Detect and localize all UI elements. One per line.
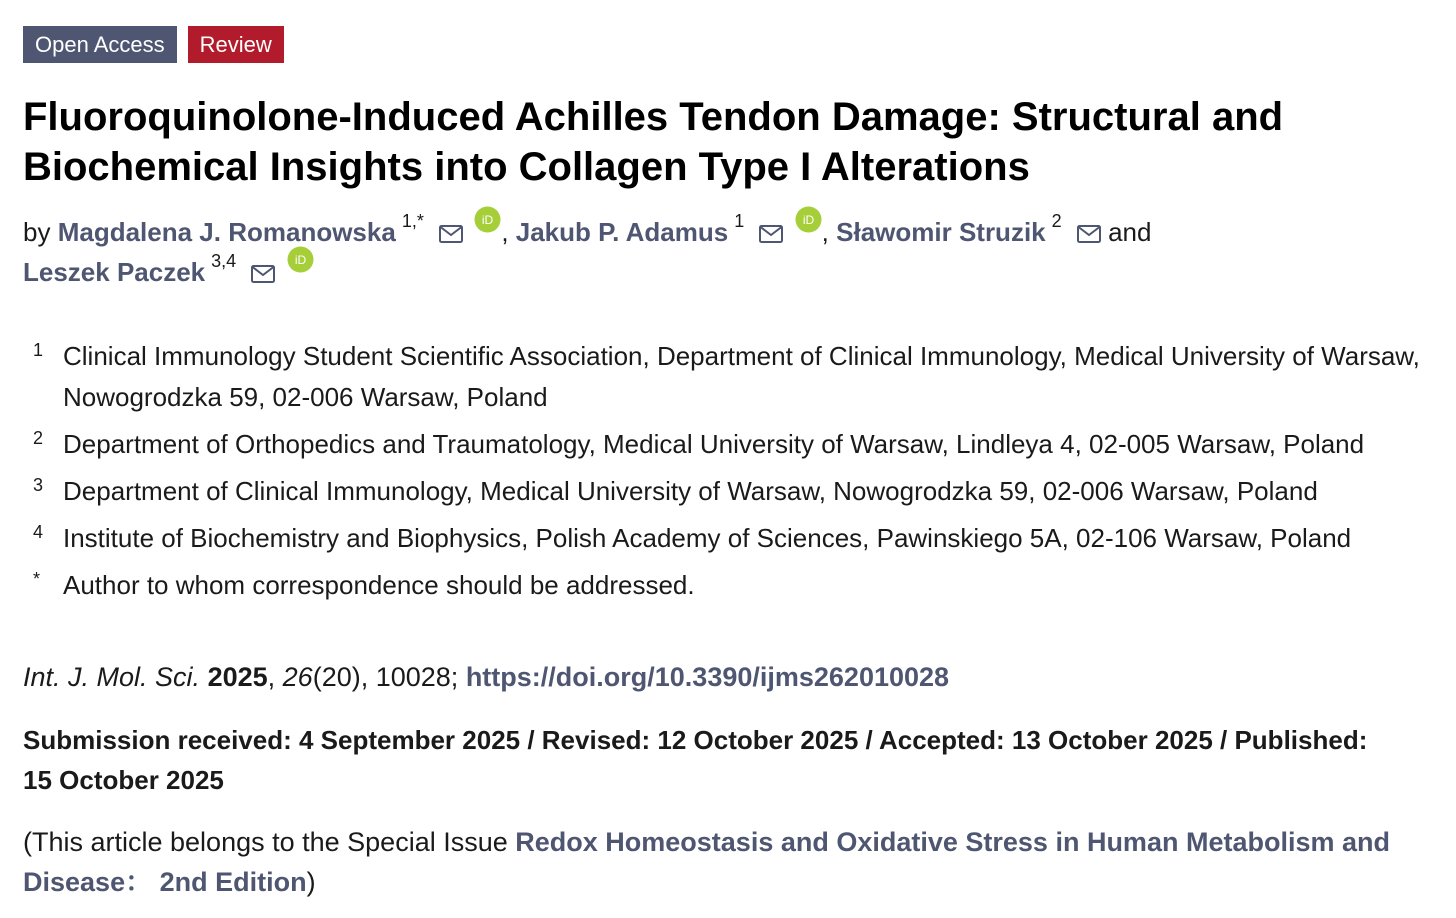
orcid-icon[interactable] — [474, 206, 501, 233]
author-separator: , — [821, 217, 837, 247]
affiliation-number: 4 — [33, 522, 44, 542]
affiliation-item — [33, 424, 1448, 465]
mail-icon[interactable] — [759, 225, 783, 243]
special-issue-suffix: ) — [306, 867, 316, 897]
author-romanowska — [57, 211, 502, 247]
affiliation-text: Department of Clinical Immunology, Medical University of Warsaw, Nowogrodzka 59, 02-006 Warsaw, Poland — [63, 476, 1318, 506]
citation-issue: (20), 10028; — [312, 662, 466, 692]
open-access-badge[interactable]: Open Access — [23, 26, 177, 63]
article-title: Fluoroquinolone-Induced Achilles Tendon Damage: Structural and Biochemical Insights into Collagen Type I Alterations — [23, 95, 1284, 189]
orcid-icon[interactable] — [287, 246, 314, 273]
special-issue-prefix: (This article belongs to the Special Issue — [23, 827, 516, 857]
special-issue-link[interactable]: Redox Homeostasis and Oxidative Stress in Human Metabolism and Disease： 2nd Edition — [23, 827, 1390, 897]
special-issue-note — [23, 822, 1433, 902]
affiliation-number: * — [33, 569, 41, 589]
author-name-link[interactable]: Sławomir Struzik — [836, 217, 1046, 247]
author-paczek — [23, 251, 314, 287]
affiliation-text: Institute of Biochemistry and Biophysics, Polish Academy of Sciences, Pawinskiego 5A, 02-106 Warsaw, Poland — [63, 523, 1352, 553]
affiliation-number: 3 — [33, 475, 44, 495]
review-badge[interactable]: Review — [188, 26, 284, 63]
author-name-link[interactable]: Jakub P. Adamus — [515, 217, 729, 247]
journal-name: Int. J. Mol. Sci. — [23, 662, 201, 692]
author-separator: , — [501, 217, 516, 247]
author-name-link[interactable]: Magdalena J. Romanowska — [57, 217, 396, 247]
article-badges — [23, 26, 284, 63]
mail-icon[interactable] — [1077, 225, 1101, 243]
mail-icon[interactable] — [251, 265, 275, 283]
affiliation-number: 1 — [33, 340, 44, 360]
author-affiliation-marker: 1 — [734, 211, 745, 231]
affiliation-number: 2 — [33, 428, 44, 448]
author-affiliation-marker: 1,* — [401, 211, 424, 231]
citation-volume: 26 — [282, 662, 313, 692]
orcid-icon[interactable] — [795, 206, 822, 233]
author-adamus — [515, 211, 822, 247]
affiliation-item — [33, 471, 1448, 512]
svg-text:iD: iD — [802, 213, 814, 227]
affiliation-text: Department of Orthopedics and Traumatology, Medical University of Warsaw, Lindleya 4, 02-005 Warsaw, Poland — [63, 429, 1365, 459]
affiliation-item — [33, 565, 1448, 606]
by-label: by — [23, 217, 51, 247]
author-struzik — [836, 211, 1101, 247]
svg-text:iD: iD — [482, 213, 494, 227]
citation: Int. J. Mol. Sci. 2025, 26(20), 10028; https://doi.org/10.3390/ijms262010028 — [23, 662, 950, 692]
doi-link[interactable]: https://doi.org/10.3390/ijms262010028 — [465, 662, 950, 692]
author-name-link[interactable]: Leszek Paczek — [23, 257, 206, 287]
author-affiliation-marker: 3,4 — [211, 251, 237, 271]
affiliation-item — [33, 518, 1448, 559]
publication-dates: Submission received: 4 September 2025 / Revised: 12 October 2025 / Accepted: 13 October 2025 / Published: 15 October 2025 — [23, 725, 1368, 795]
author-affiliation-marker: 2 — [1051, 211, 1062, 231]
citation-year: 2025 — [207, 662, 268, 692]
svg-text:iD: iD — [294, 253, 306, 267]
affiliation-list — [33, 336, 1448, 612]
mail-icon[interactable] — [439, 225, 463, 243]
affiliation-text: Author to whom correspondence should be addressed. — [63, 570, 695, 600]
author-separator: and — [1100, 217, 1152, 247]
affiliation-item — [33, 336, 1448, 418]
affiliation-text: Clinical Immunology Student Scientific Association, Department of Clinical Immunology, Medical University of Warsaw, Nowogrodzka 59, 02-006 Warsaw, Poland — [63, 341, 1420, 412]
author-list — [23, 212, 1423, 292]
